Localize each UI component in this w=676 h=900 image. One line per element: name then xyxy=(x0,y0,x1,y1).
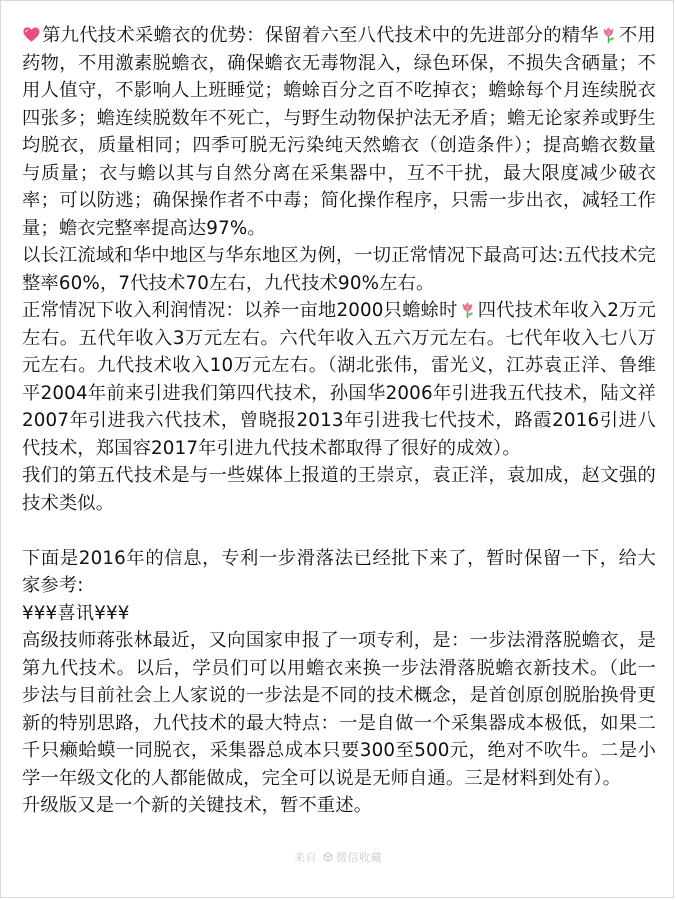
tulip-icon xyxy=(458,300,477,319)
paragraph-advantages-text-a: 第九代技术采蟾衣的优势：保留着六至八代技术中的先进部分的精华 xyxy=(42,25,599,46)
favorites-cube-icon xyxy=(323,852,333,862)
paragraph-upgrade: 升级版又是一个新的关键技术，暂不重述。 xyxy=(22,795,373,816)
blank-line xyxy=(22,517,656,545)
footer-source: 微信收藏 xyxy=(336,851,382,864)
sparkling-heart-icon xyxy=(22,25,41,44)
tulip-icon xyxy=(599,25,618,44)
paragraph-patent-intro: 下面是2016年的信息，专利一步滑落法已经批下来了，暂时保留一下，给大家参考: xyxy=(22,547,656,596)
article-body xyxy=(22,22,656,820)
paragraph-completion-rate: 以长江流域和华中地区与华东地区为例，一切正常情况下最高可达:五代技术完整率60%，7代技术70左右，九代技术90%左右。 xyxy=(22,245,656,294)
paragraph-income-text-b: 四代技术年收入2万元左右。五代年收入3万元左右。六代年收入五六万元左右。七代年收入七八万元左右。九代技术收入10万元左右。（湖北张伟，雷光义，江苏袁正洋、鲁维平2004年前来引进我们第四代技术，孙国华2006年引进我五代技术，陆文祥2007年引进我六代技术，曾晓报2013年引进我七代技术，路霞2016引进八代技术，郑国容2017年引进九代技术都取得了很好的成效）。 xyxy=(22,300,656,459)
paragraph-patent-detail: 高级技师蒋张林最近，又向国家申报了一项专利，是：一步法滑落脱蟾衣，是第九代技术。以后，学员们可以用蟾衣来换一步法滑落脱蟾衣新技术。（此一步法与目前社会上人家说的一步法是不同的技术概念，是首创原创脱胎换骨更新的特别思路，九代技术的最大特点：一是自做一个采集器成本极低，如果二千只癞蛤蟆一同脱衣，采集器总成本只要300至500元，绝对不吹牛。二是小学一年级文化的人都能做成，完全可以说是无师自通。三是材料到处有）。 xyxy=(22,630,656,789)
paragraph-income-text-a: 正常情况下收入利润情况：以养一亩地2000只蟾蜍时 xyxy=(22,300,458,321)
paragraph-income xyxy=(22,297,656,462)
paragraph-fifth-gen: 我们的第五代技术是与一些媒体上报道的王崇京，袁正洋，袁加成，赵文强的技术类似。 xyxy=(22,465,656,514)
paragraph-good-news: ¥¥¥喜讯¥¥¥ xyxy=(22,602,130,624)
paragraph-advantages xyxy=(22,22,656,242)
paragraph-advantages-text-b: 不用药物，不用激素脱蟾衣，确保蟾衣无毒物混入，绿色环保，不损失含硒量；不用人值守，不影响人上班睡觉；蟾蜍百分之百不吃掉衣；蟾蜍每个月连续脱衣四张多；蟾连续脱数年不死亡，与野生动物保护法无矛盾；蟾无论家养或野生均脱衣，质量相同；四季可脱无污染纯天然蟾衣（创造条件）；提高蟾衣数量与质量；衣与蟾以其与自然分离在采集器中，互不干扰，最大限度减少破衣率；可以防逃；确保操作者不中毒；简化操作程序，只需一步出衣，减轻工作量；蟾衣完整率提高达97%。 xyxy=(22,25,656,239)
footer-prefix: 来自 xyxy=(294,851,317,864)
source-footer xyxy=(0,849,676,865)
